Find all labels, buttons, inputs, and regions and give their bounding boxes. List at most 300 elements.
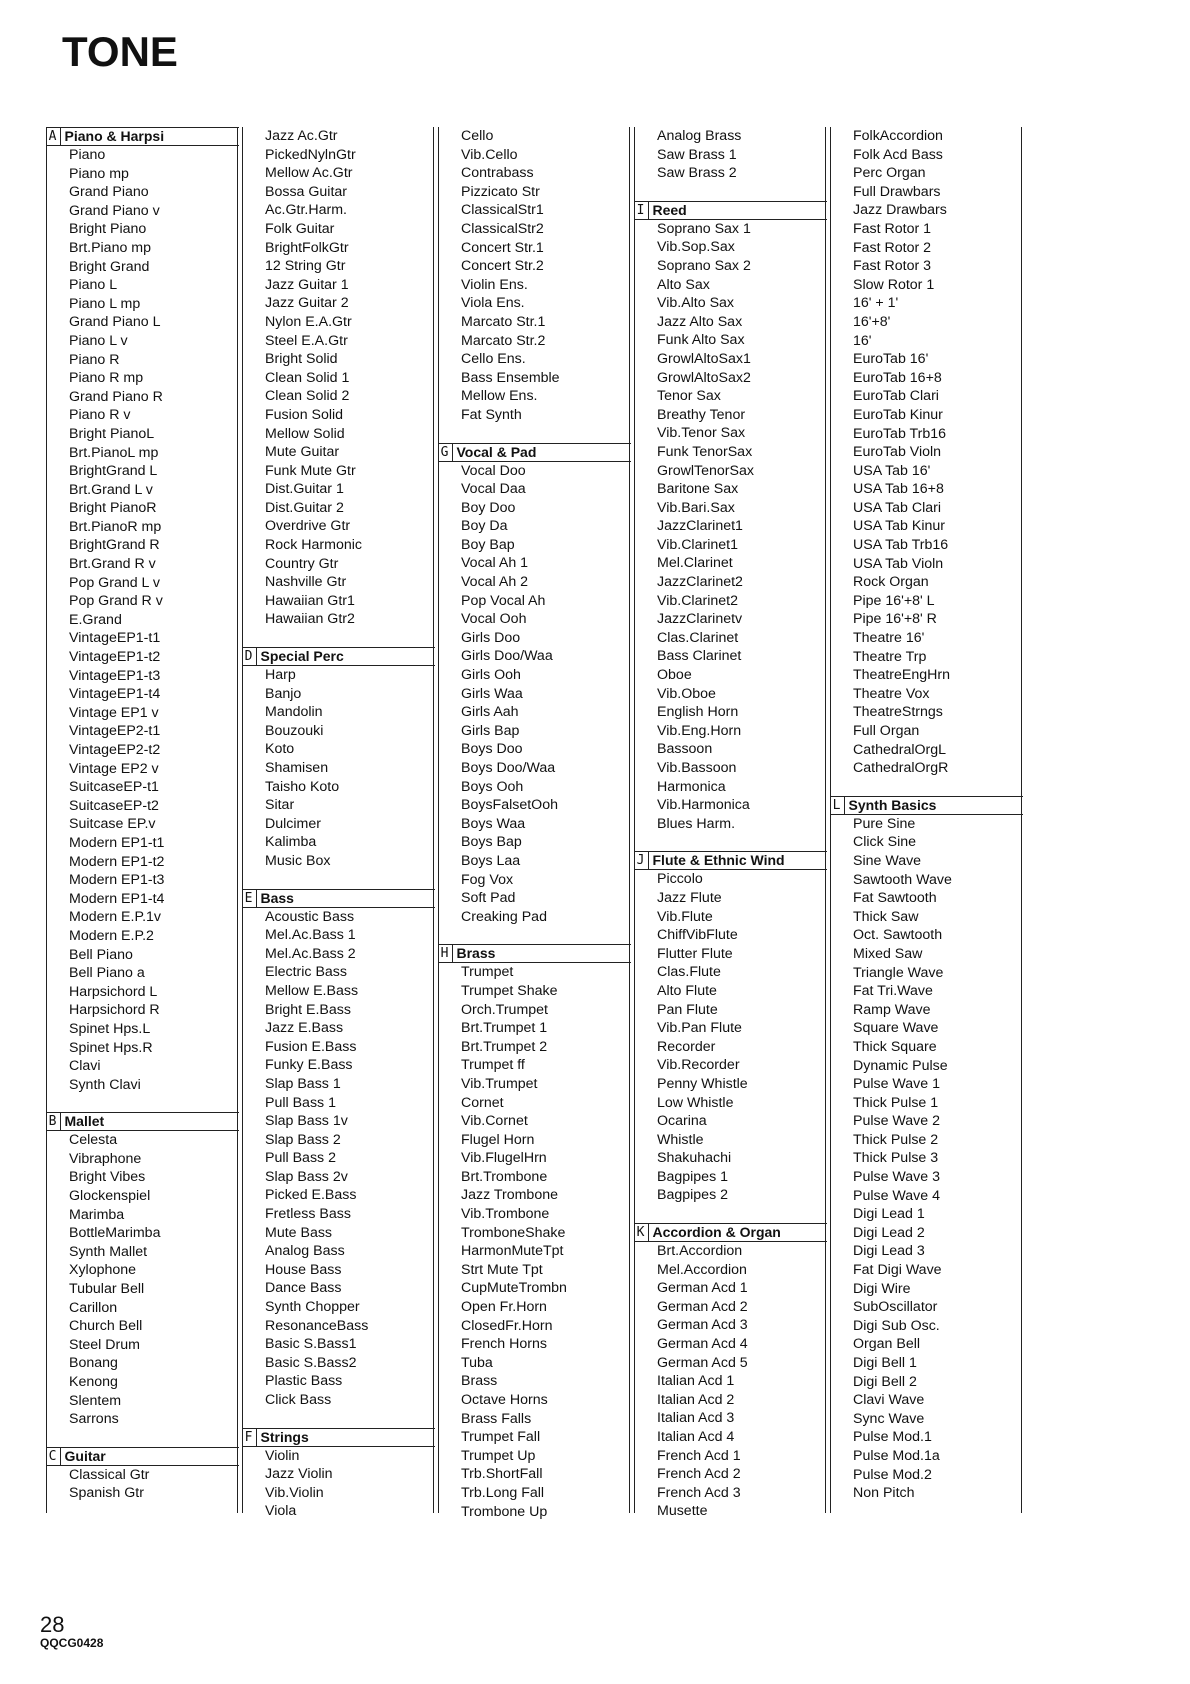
tone-item: Synth Mallet	[69, 1243, 148, 1260]
tone-item: Non Pitch	[853, 1485, 915, 1502]
tone-item: Slow Rotor 1	[853, 276, 935, 293]
tone-item: Boys Bap	[461, 834, 522, 851]
tone-item: Pipe 16'+8' L	[853, 592, 935, 609]
tone-item: Ocarina	[657, 1113, 707, 1130]
tone-item: Thick Pulse 3	[853, 1150, 939, 1167]
tone-item: Modern EP1-t4	[69, 890, 165, 907]
category-name: Synth Basics	[848, 796, 937, 813]
tone-item: Pop Grand L v	[69, 574, 160, 591]
tone-item: Classical Gtr	[69, 1466, 150, 1483]
tone-item: German Acd 1	[657, 1280, 748, 1297]
tone-item: Contrabass	[461, 165, 534, 182]
tone-item: French Acd 2	[657, 1466, 741, 1483]
tone-item: Hawaiian Gtr2	[265, 611, 355, 628]
tone-item: Overdrive Gtr	[265, 518, 351, 535]
tone-item: Italian Acd 4	[657, 1429, 735, 1445]
tone-item: Trumpet ff	[461, 1057, 525, 1074]
tone-item: Piano L v	[69, 332, 128, 349]
tone-item: Celesta	[69, 1132, 118, 1149]
tone-item: Marimba	[69, 1206, 125, 1223]
tone-item: Slentem	[69, 1392, 122, 1409]
tone-item: Piano L	[69, 277, 118, 294]
tone-item: Orch.Trumpet	[461, 1001, 548, 1018]
tone-item: Theatre Vox	[853, 685, 930, 702]
tone-item: ClassicalStr2	[461, 220, 544, 237]
tone-item: Vib.Tenor Sax	[657, 425, 746, 442]
tone-item: Funk Mute Gtr	[265, 462, 356, 479]
tone-item: Pipe 16'+8' R	[853, 611, 937, 628]
tone-item: Click Bass	[265, 1392, 332, 1408]
tone-item: Church Bell	[69, 1318, 143, 1335]
category-header	[438, 944, 631, 963]
tone-item: Brt.Trumpet 1	[461, 1020, 548, 1037]
tone-item: Mel.Clarinet	[657, 555, 733, 572]
tone-item: Pizzicato Str	[461, 183, 540, 200]
tone-item: Full Organ	[853, 723, 920, 739]
tone-item: Harmonica	[657, 778, 726, 795]
tone-item: French Acd 1	[657, 1447, 741, 1464]
tone-item: Rock Harmonic	[265, 537, 362, 554]
tone-item: Plastic Bass	[265, 1373, 343, 1390]
tone-item: Slap Bass 1	[265, 1075, 341, 1092]
tone-item: Fat Synth	[461, 406, 522, 423]
tone-item: GrowlTenorSax	[657, 462, 754, 479]
tone-item: Brt.Piano mp	[69, 239, 152, 256]
tone-item: Saw Brass 2	[657, 165, 737, 182]
tone-item: Ac.Gtr.Harm.	[265, 202, 347, 219]
tone-item: USA Tab Clari	[853, 499, 942, 516]
tone-item: Piano L mp	[69, 295, 141, 312]
tone-item: Grand Piano	[69, 184, 149, 201]
category-letter: D	[242, 648, 257, 665]
tone-item: Analog Brass	[657, 128, 742, 144]
tone-item: Open Fr.Horn	[461, 1299, 547, 1316]
tone-item: Tuba	[461, 1354, 493, 1371]
tone-item: Pull Bass 1	[265, 1094, 336, 1111]
category-letter: I	[634, 202, 649, 219]
tone-item: Piano	[69, 147, 106, 163]
tone-item: Funky E.Bass	[265, 1057, 353, 1074]
category-e	[243, 889, 433, 1410]
category-letter: E	[242, 890, 257, 907]
tone-item: GrowlAltoSax2	[657, 369, 751, 386]
tone-item: Digi Wire	[853, 1280, 911, 1297]
tone-item: 12 String Gtr	[265, 258, 346, 275]
category-header	[634, 201, 827, 220]
category-letter: C	[46, 1448, 61, 1465]
category-f	[243, 1428, 433, 1521]
tone-item: TheatreStrngs	[853, 704, 943, 721]
tone-item: Clas.Flute	[657, 964, 721, 981]
page-number: 28	[40, 1612, 65, 1637]
tone-item: Trumpet	[461, 964, 514, 981]
tone-item: Blues Harm.	[657, 815, 736, 832]
tone-item: ChiffVibFlute	[657, 927, 738, 944]
tone-item: Koto	[265, 741, 295, 758]
tone-item: Brt.Grand R v	[69, 556, 156, 573]
page-title: TONE	[62, 28, 178, 75]
tone-item: Sitar	[265, 797, 295, 814]
tone-item: Bright PianoL	[69, 425, 155, 442]
tone-item: Vib.Bassoon	[657, 760, 737, 776]
tone-item: CathedralOrgR	[853, 760, 949, 777]
tone-item: Concert Str.2	[461, 258, 544, 275]
tone-item: German Acd 4	[657, 1336, 748, 1353]
tone-column-4	[634, 127, 826, 1520]
tone-item: Vib.Clarinet1	[657, 536, 738, 553]
tone-item: 16'+8'	[853, 313, 891, 330]
category-header	[634, 1223, 827, 1242]
category-name: Brass	[456, 945, 496, 962]
category-header	[242, 647, 435, 666]
tone-item: Dance Bass	[265, 1280, 342, 1297]
tone-item: Mellow E.Bass	[265, 982, 359, 999]
tone-item: Violin Ens.	[461, 276, 528, 293]
category-name: Bass	[260, 889, 294, 906]
tone-item: EuroTab 16+8	[853, 369, 942, 386]
tone-item: Fusion E.Bass	[265, 1038, 357, 1055]
tone-item: Shakuhachi	[657, 1150, 732, 1167]
tone-item: Vib.FlugelHrn	[461, 1150, 547, 1167]
tone-item: German Acd 3	[657, 1317, 748, 1334]
tone-item: Vib.Cello	[461, 146, 518, 163]
tone-item: BrightGrand R	[69, 537, 160, 554]
category-g	[439, 443, 629, 927]
tone-item: Viola	[265, 1503, 297, 1520]
tone-item: Sawtooth Wave	[853, 871, 952, 888]
tone-item: Dist.Guitar 2	[265, 499, 344, 516]
tone-item: Modern E.P.2	[69, 927, 154, 944]
tone-item: BrightGrand L	[69, 463, 158, 480]
category-b	[47, 1112, 237, 1429]
tone-item: Pull Bass 2	[265, 1150, 336, 1167]
tone-item: Boys Doo	[461, 741, 523, 758]
tone-item: Clas.Clarinet	[657, 629, 739, 646]
tone-item: Bright Piano	[69, 221, 147, 238]
tone-item: Soft Pad	[461, 890, 516, 907]
category-header	[634, 851, 827, 870]
tone-item: Bassoon	[657, 741, 713, 758]
category-name: Piano & Harpsi	[64, 128, 165, 144]
tone-item: Flutter Flute	[657, 945, 733, 962]
category-letter: K	[634, 1224, 649, 1241]
tone-item: Pan Flute	[657, 1001, 718, 1018]
tone-item: Nylon E.A.Gtr	[265, 313, 352, 330]
tone-item: HarmonMuteTpt	[461, 1243, 564, 1260]
tone-item: Girls Bap	[461, 722, 520, 739]
tone-item: Jazz Guitar 2	[265, 295, 349, 312]
category-letter: G	[438, 444, 453, 461]
tone-item: Glockenspiel	[69, 1188, 151, 1205]
tone-item: Kalimba	[265, 834, 317, 851]
tone-item: Vib.Flute	[657, 908, 713, 925]
category-letter: A	[46, 128, 61, 145]
category-header	[46, 127, 239, 146]
tone-item: French Horns	[461, 1336, 547, 1353]
tone-column-2	[242, 127, 434, 1520]
tone-item: Soprano Sax 2	[657, 257, 751, 274]
tone-item: Vib.Violin	[265, 1484, 324, 1501]
tone-item: USA Tab Trb16	[853, 537, 949, 554]
tone-item: Jazz Violin	[265, 1466, 333, 1483]
tone-item: JazzClarinet2	[657, 574, 743, 591]
tone-item: Organ Bell	[853, 1336, 921, 1353]
tone-item: Shamisen	[265, 760, 329, 776]
tone-column-1	[46, 127, 238, 1513]
tone-item: Thick Pulse 2	[853, 1131, 939, 1148]
tone-item: Bonang	[69, 1355, 118, 1372]
tone-item: House Bass	[265, 1261, 342, 1278]
tone-item: EuroTab Trb16	[853, 425, 947, 442]
tone-item: Bright PianoR	[69, 500, 157, 517]
tone-item: Musette	[657, 1503, 708, 1520]
tone-item: Vib.Cornet	[461, 1113, 528, 1130]
tone-item: Jazz Flute	[657, 889, 722, 906]
tone-item: Funk Alto Sax	[657, 332, 745, 349]
tone-item: Italian Acd 2	[657, 1391, 735, 1408]
tone-item: BrightFolkGtr	[265, 239, 349, 256]
tone-item: Italian Acd 1	[657, 1373, 735, 1390]
tone-item: JazzClarinet1	[657, 518, 743, 535]
tone-item: Vib.Eng.Horn	[657, 722, 742, 739]
tone-item: German Acd 5	[657, 1354, 748, 1371]
tone-item: Oct. Sawtooth	[853, 927, 943, 944]
category-l	[831, 796, 1021, 1503]
tone-item: Synth Clavi	[69, 1076, 141, 1093]
tone-item: E.Grand	[69, 611, 122, 628]
tone-item: Clavi Wave	[853, 1392, 925, 1409]
category-name: Flute & Ethnic Wind	[652, 852, 785, 869]
category-h	[439, 944, 629, 1521]
tone-item: Girls Doo	[461, 629, 521, 646]
tone-item: VintageEP1-t2	[69, 649, 161, 666]
category-continued	[635, 127, 825, 183]
tone-item: Music Box	[265, 852, 331, 869]
tone-item: Acoustic Bass	[265, 908, 355, 925]
tone-item: Bright Vibes	[69, 1169, 146, 1186]
tone-item: Cello Ens.	[461, 351, 526, 368]
tone-item: ClassicalStr1	[461, 202, 544, 219]
tone-item: Girls Doo/Waa	[461, 648, 553, 665]
tone-item: USA Tab 16+8	[853, 481, 944, 498]
tone-item: Bright E.Bass	[265, 1001, 351, 1018]
tone-item: Vocal Ah 2	[461, 574, 529, 591]
category-letter: H	[438, 945, 453, 962]
tone-item: Theatre 16'	[853, 630, 925, 647]
category-name: Mallet	[64, 1113, 105, 1130]
tone-item: Boys Laa	[461, 852, 521, 869]
tone-item: Dulcimer	[265, 815, 321, 832]
tone-item: Mute Bass	[265, 1224, 333, 1241]
tone-item: Bagpipes 2	[657, 1187, 728, 1204]
tone-item: Country Gtr	[265, 555, 339, 572]
tone-item: Vib.Oboe	[657, 685, 716, 702]
tone-item: Harpsichord L	[69, 983, 158, 1000]
tone-item: Synth Chopper	[265, 1299, 360, 1316]
tone-item: Mandolin	[265, 704, 323, 721]
tone-item: Taisho Koto	[265, 778, 340, 795]
tone-item: Pure Sine	[853, 815, 916, 832]
tone-item: French Acd 3	[657, 1484, 741, 1501]
tone-item: Hawaiian Gtr1	[265, 592, 355, 609]
tone-item: Mixed Saw	[853, 945, 923, 962]
tone-item: Triangle Wave	[853, 964, 944, 981]
tone-item: Pop Vocal Ah	[461, 592, 546, 609]
tone-item: SuitcaseEP-t1	[69, 779, 159, 796]
tone-item: EuroTab 16'	[853, 351, 929, 368]
tone-item: Grand Piano v	[69, 202, 160, 219]
tone-item: Spinet Hps.R	[69, 1039, 153, 1056]
tone-item: Pop Grand R v	[69, 593, 163, 610]
tone-item: Digi Bell 1	[853, 1355, 917, 1371]
tone-item: Pulse Wave 4	[853, 1187, 941, 1204]
tone-item: VintageEP2-t1	[69, 723, 161, 740]
tone-item: Steel E.A.Gtr	[265, 332, 348, 349]
tone-item: Basic S.Bass2	[265, 1354, 357, 1371]
tone-item: Vib.Trumpet	[461, 1075, 538, 1092]
tone-item: CathedralOrgL	[853, 741, 947, 758]
tone-item: Baritone Sax	[657, 481, 739, 498]
category-name: Accordion & Organ	[652, 1224, 781, 1241]
tone-item: Marcato Str.1	[461, 313, 546, 330]
tone-item: Brass	[461, 1373, 498, 1390]
category-i	[635, 201, 825, 834]
tone-item: Pulse Mod.2	[853, 1466, 932, 1483]
tone-item: Low Whistle	[657, 1094, 734, 1111]
category-d	[243, 647, 433, 871]
tone-item: Girls Ooh	[461, 667, 521, 684]
tone-item: Banjo	[265, 685, 302, 702]
tone-item: Alto Flute	[657, 982, 717, 999]
tone-item: Mute Guitar	[265, 444, 340, 461]
tone-item: BoysFalsetOoh	[461, 797, 558, 814]
tone-item: USA Tab 16'	[853, 462, 931, 479]
tone-item: Boys Ooh	[461, 778, 524, 795]
tone-item: ClosedFr.Horn	[461, 1317, 553, 1334]
tone-item: Kenong	[69, 1374, 118, 1390]
tone-item: Bright Grand	[69, 258, 150, 275]
tone-item: Vib.Pan Flute	[657, 1020, 742, 1037]
category-a	[47, 127, 237, 1094]
tone-item: Boy Bap	[461, 536, 515, 553]
category-continued	[243, 127, 433, 629]
tone-item: SubOscillator	[853, 1299, 938, 1316]
tone-item: Vib.Recorder	[657, 1057, 740, 1074]
tone-item: Pulse Wave 1	[853, 1076, 941, 1093]
tone-item: Vocal Doo	[461, 462, 526, 479]
tone-item: Piano R	[69, 351, 120, 368]
tone-item: Jazz Drawbars	[853, 202, 947, 219]
tone-item: Pulse Wave 3	[853, 1169, 941, 1186]
tone-item: Thick Pulse 1	[853, 1094, 939, 1111]
tone-item: Girls Waa	[461, 685, 523, 702]
tone-item: Boy Da	[461, 518, 508, 535]
tone-item: Piano R mp	[69, 370, 144, 387]
tone-item: Funk TenorSax	[657, 443, 753, 460]
tone-item: Dist.Guitar 1	[265, 481, 344, 498]
tone-item: Vib.Harmonica	[657, 797, 750, 814]
tone-item: Mellow Ac.Gtr	[265, 165, 353, 182]
tone-item: Mel.Accordion	[657, 1261, 747, 1278]
category-continued	[831, 127, 1021, 778]
tone-item: Concert Str.1	[461, 239, 544, 256]
tone-item: Bass Ensemble	[461, 369, 560, 386]
tone-item: Bagpipes 1	[657, 1168, 728, 1185]
tone-item: Picked E.Bass	[265, 1187, 357, 1204]
tone-item: Penny Whistle	[657, 1075, 748, 1092]
tone-item: Spinet Hps.L	[69, 1020, 151, 1037]
tone-item: Basic S.Bass1	[265, 1336, 357, 1353]
category-header	[242, 889, 435, 908]
tone-item: Digi Sub Osc.	[853, 1317, 940, 1334]
document-code: QQCG0428	[40, 1636, 104, 1650]
tone-item: Flugel Horn	[461, 1131, 535, 1148]
tone-item: Analog Bass	[265, 1243, 345, 1260]
tone-item: Modern EP1-t3	[69, 872, 165, 889]
tone-item: Girls Aah	[461, 704, 519, 721]
tone-item: Digi Bell 2	[853, 1373, 917, 1390]
tone-item: Thick Saw	[853, 908, 919, 925]
tone-item: Pulse Mod.1a	[853, 1447, 940, 1464]
category-letter: L	[830, 797, 845, 814]
tone-item: Fusion Solid	[265, 406, 344, 423]
tone-item: ResonanceBass	[265, 1317, 369, 1334]
tone-item: Rock Organ	[853, 574, 929, 591]
tone-item: 16' + 1'	[853, 295, 899, 312]
tone-item: Tubular Bell	[69, 1281, 145, 1298]
tone-item: Xylophone	[69, 1262, 137, 1279]
tone-item: Trumpet Shake	[461, 982, 558, 999]
tone-item: TheatreEngHrn	[853, 667, 950, 684]
tone-item: Pulse Mod.1	[853, 1429, 932, 1446]
category-header	[830, 796, 1023, 815]
tone-item: FolkAccordion	[853, 128, 943, 144]
category-name: Reed	[652, 201, 687, 218]
tone-item: Brt.Grand L v	[69, 481, 153, 498]
tone-item: BottleMarimba	[69, 1225, 161, 1242]
tone-item: Boy Doo	[461, 499, 516, 516]
tone-item: VintageEP1-t4	[69, 686, 161, 703]
tone-item: Steel Drum	[69, 1336, 140, 1353]
tone-item: Clavi	[69, 1058, 101, 1075]
tone-item: Brt.Accordion	[657, 1243, 743, 1260]
tone-item: Jazz Alto Sax	[657, 313, 743, 330]
tone-item: Whistle	[657, 1131, 704, 1148]
tone-item: Italian Acd 3	[657, 1410, 735, 1427]
tone-item: Trb.ShortFall	[461, 1466, 543, 1483]
tone-item: Carillon	[69, 1299, 118, 1316]
category-name: Strings	[260, 1428, 309, 1445]
tone-item: Oboe	[657, 667, 692, 684]
tone-item: EuroTab Violn	[853, 444, 942, 461]
tone-item: Fast Rotor 2	[853, 239, 932, 256]
tone-item: Boys Doo/Waa	[461, 760, 556, 776]
tone-item: Breathy Tenor	[657, 406, 746, 423]
tone-item: Clean Solid 2	[265, 388, 350, 405]
tone-item: Pulse Wave 2	[853, 1113, 941, 1130]
category-continued	[439, 127, 629, 425]
tone-item: Piccolo	[657, 871, 703, 888]
tone-item: Trb.Long Fall	[461, 1484, 545, 1501]
tone-item: Jazz Ac.Gtr	[265, 128, 338, 144]
tone-item: USA Tab Kinur	[853, 518, 946, 535]
tone-item: CupMuteTrombn	[461, 1280, 567, 1297]
tone-item: Grand Piano R	[69, 388, 163, 405]
tone-item: Folk Guitar	[265, 220, 335, 237]
tone-item: EuroTab Clari	[853, 388, 939, 405]
category-c	[47, 1447, 237, 1503]
tone-item: Full Drawbars	[853, 183, 941, 200]
